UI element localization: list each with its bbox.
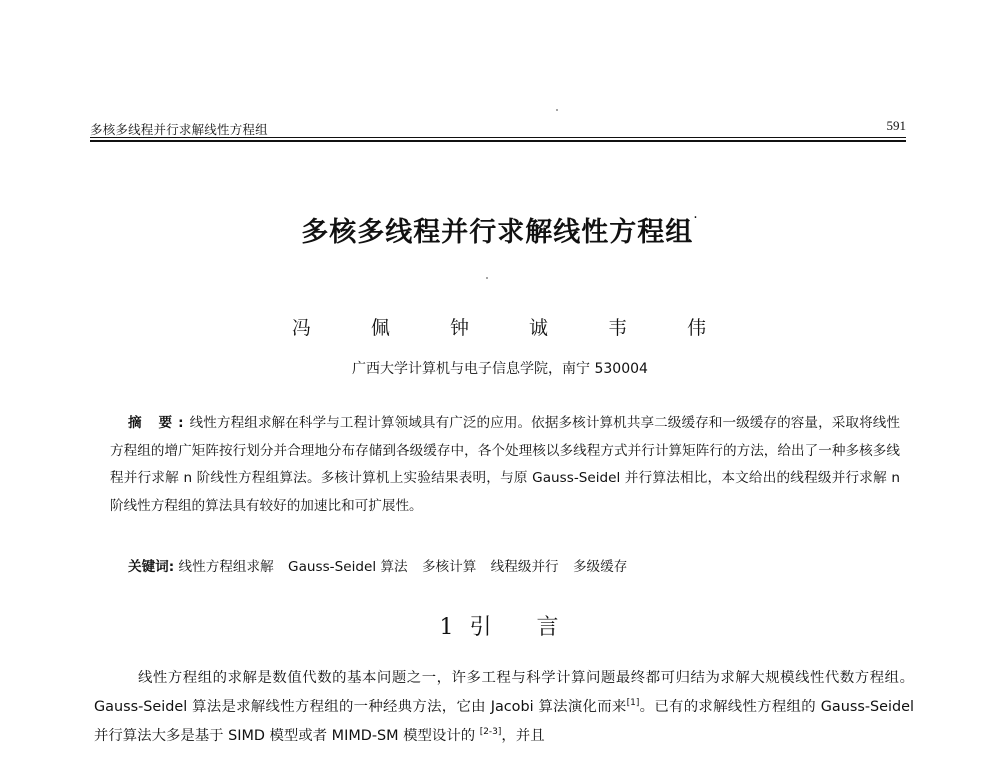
keyword-item: 多级缓存 [572, 559, 628, 575]
body-text-part: 。已有的求解线性方程组的 Gauss-Seidel 并行算法大多是基于 SIMD 模型或者 MIMD-SM 模型设计的 [94, 699, 915, 744]
body-paragraph [94, 664, 914, 751]
affiliation: 广西大学计算机与电子信息学院，南宁 530004 [352, 361, 648, 377]
header-rule-thick [90, 140, 906, 142]
author-name-char: 韦 [608, 317, 630, 339]
author-name-char: 钟 [449, 317, 471, 339]
author-list [0, 313, 1000, 340]
author-name-char: 伟 [687, 317, 709, 339]
body-text-part: ，并且 [501, 728, 545, 744]
keyword-item: Gauss-Seidel 算法 [288, 559, 408, 575]
author-name-char: 佩 [370, 317, 392, 339]
author-name-char: 诚 [529, 317, 551, 339]
keyword-item: 线程级并行 [490, 559, 559, 575]
paper-title [0, 210, 1000, 249]
header-rule-thin [90, 137, 906, 138]
keywords-label: 关键词: [128, 559, 175, 575]
author-name-char: 冯 [291, 317, 313, 339]
abstract [110, 410, 900, 520]
section-heading [0, 610, 1000, 641]
scan-speck [486, 277, 488, 279]
citation-ref: [1] [626, 698, 640, 709]
scan-speck [556, 109, 558, 111]
abstract-text: 线性方程组求解在科学与工程计算领域具有广泛的应用。依据多核计算机共享二级缓存和一级缓存的容量，采取将线性方程组的增广矩阵按行划分并合理地分布存储到各级缓存中，各个处理核以多线程方式并行计算矩阵行的方法，给出了一种多核多线程并行求解 n 阶线性方程组算法。多核计算机上实验结果表明，与原 Gauss-Seidel 并行算法相比，本文给出的线程级并行求解 n 阶线性方程组的算法具有较好的加速比和可扩展性。 [110, 415, 900, 514]
body-text-part: 线性方程组的求解是数值代数的基本问题之一，许多工程与科学计算问题最终都可归结为求解大规模线性代数方程组。Gauss-Seidel 算法是求解线性方程组的一种经典方法，它由 Jacobi 算法演化而来 [94, 670, 914, 715]
citation-ref: [2-3] [479, 727, 502, 738]
section-title: 引 言 [469, 615, 561, 640]
keyword-item: 线性方程组求解 [178, 559, 274, 575]
title-footnote-mark: · [693, 210, 699, 226]
keywords [128, 555, 908, 575]
abstract-label: 摘 要: [128, 415, 190, 431]
running-title: 多核多线程并行求解线性方程组 [90, 122, 268, 137]
page-number: 591 [886, 118, 906, 133]
paper-title-text: 多核多线程并行求解线性方程组 [301, 217, 694, 248]
section-number: 1 [439, 615, 456, 640]
keyword-item: 多核计算 [421, 559, 477, 575]
